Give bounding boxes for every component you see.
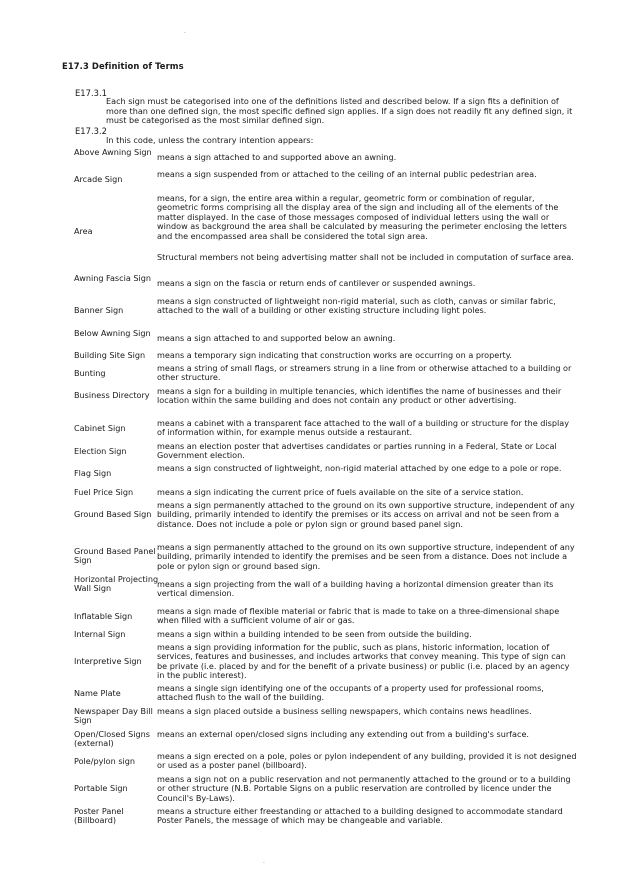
definition-term: Fuel Price Sign xyxy=(74,487,134,497)
definition-text: means a sign not on a public reservation and not permanently attached to the ground or to a building or other structure (N.B. Portable Signs on a public reservation are controlled by licence under the Council's By-Laws). xyxy=(157,774,571,803)
definition-term: Banner Sign xyxy=(74,305,124,315)
definition-text: means a sign constructed of lightweight non-rigid material, such as cloth, canvas or similar fabric, attached to the wall of a building or other existing structure including light poles. xyxy=(157,296,556,316)
definition-term: Horizontal Projecting Wall Sign xyxy=(74,574,159,594)
definition-text: means a sign attached to and supported above an awning. xyxy=(157,152,397,162)
definition-term: Election Sign xyxy=(74,446,127,456)
definition-term: Newspaper Day Bill Sign xyxy=(74,706,153,726)
definition-text: means a structure either freestanding or attached to a building designed to accommodate standard Poster Panels, the message of which may be changeable and variable. xyxy=(157,806,563,826)
definition-term: Name Plate xyxy=(74,688,121,698)
definition-term: Building Site Sign xyxy=(74,350,146,360)
definition-term: Pole/pylon sign xyxy=(74,756,136,766)
definition-term: Ground Based Sign xyxy=(74,509,152,519)
definition-term: Inflatable Sign xyxy=(74,611,133,621)
definition-term: Awning Fascia Sign xyxy=(74,273,152,283)
scan-mark: · xyxy=(184,30,186,37)
definition-term: Portable Sign xyxy=(74,783,128,793)
definition-term: Arcade Sign xyxy=(74,174,123,184)
scan-mark: · xyxy=(263,860,265,867)
definition-text: means a temporary sign indicating that construction works are occurring on a property. xyxy=(157,350,512,360)
definition-text: means a sign providing information for the public, such as plans, historic information, location of services, features and businesses, and includes artworks that convey meaning. This type of sign can be private (i.e. placed by and for the benefit of a private business) or public (i.e. placed by an agency in the public interest). xyxy=(157,642,570,681)
definition-term: Business Directory xyxy=(74,390,150,400)
definition-term: Area xyxy=(74,226,93,236)
definition-term: Cabinet Sign xyxy=(74,423,126,433)
definition-text: means a sign on the fascia or return ends of cantilever or suspended awnings. xyxy=(157,278,476,288)
definition-text: means a sign placed outside a business selling newspapers, which contains news headlines. xyxy=(157,706,532,716)
clause-text: Each sign must be categorised into one of the definitions listed and described below. If a sign fits a definition of more than one defined sign, the most specific defined sign applies. If a sign does not readily fit any defined sign, it must be categorised as the most similar defined sign. xyxy=(106,96,573,126)
definition-term: Flag Sign xyxy=(74,468,112,478)
definition-term: Internal Sign xyxy=(74,629,126,639)
definition-text: means a sign indicating the current price of fuels available on the site of a service station. xyxy=(157,487,524,497)
definition-text: means a sign attached to and supported below an awning. xyxy=(157,333,396,343)
definition-term: Poster Panel (Billboard) xyxy=(74,806,124,826)
definition-text: means a sign suspended from or attached to the ceiling of an internal public pedestrian area. xyxy=(157,169,537,179)
definition-text: means an election poster that advertises candidates or parties running in a Federal, State or Local Government election. xyxy=(157,441,557,461)
definition-text: means a string of small flags, or streamers strung in a line from or otherwise attached to a building or other structure. xyxy=(157,363,572,383)
definition-term: Ground Based Panel Sign xyxy=(74,546,156,566)
definition-text: means a sign erected on a pole, poles or pylon independent of any building, provided it is not designed or used as a poster panel (billboard). xyxy=(157,751,577,771)
definition-term: Open/Closed Signs (external) xyxy=(74,729,150,749)
definition-text: means a sign permanently attached to the ground on its own supportive structure, independent of any building, primarily intended to identify the premises or its access on arrival and not be seen from a distance. Does not include a pole or pylon sign or ground based panel sign. xyxy=(157,500,575,529)
clause-text: In this code, unless the contrary intention appears: xyxy=(106,135,314,145)
definition-text: means a sign made of flexible material or fabric that is made to take on a three-dimensional shape when filled with a sufficient volume of air or gas. xyxy=(157,606,560,626)
definition-term: Below Awning Sign xyxy=(74,328,151,338)
clause-number: E17.3.1 xyxy=(75,88,107,98)
definition-term: Interpretive Sign xyxy=(74,656,142,666)
clause-number: E17.3.2 xyxy=(75,126,107,136)
definition-text: means a single sign identifying one of the occupants of a property used for professional rooms, attached flush to the wall of the building. xyxy=(157,683,544,703)
definition-text: means, for a sign, the entire area within a regular, geometric form or combination of regular, geometric forms comprising all the display area of the sign and including all of the elements of the matter displayed. In the case of those messages composed of individual letters using the wall or window as background the area shall be calculated by measuring the perimeter enclosing the letters and the encompassed area shall be considered the total sign area. xyxy=(157,193,567,241)
definition-text: means a sign constructed of lightweight, non-rigid material attached by one edge to a pole or rope. xyxy=(157,463,562,473)
definition-text: means a sign permanently attached to the ground on its own supportive structure, independent of any building, primarily intended to identify the premises and be seen from a distance. Does not include a pole or pylon sign or ground based sign. xyxy=(157,542,575,571)
definition-note: Structural members not being advertising matter shall not be included in computation of surface area. xyxy=(157,252,574,262)
definition-term: Above Awning Sign xyxy=(74,147,152,157)
definition-text: means a sign within a building intended to be seen from outside the building. xyxy=(157,629,472,639)
definition-text: means an external open/closed signs including any extending out from a building's surface. xyxy=(157,729,529,739)
definition-term: Bunting xyxy=(74,368,106,378)
section-heading: E17.3 Definition of Terms xyxy=(62,61,184,71)
definition-text: means a sign projecting from the wall of a building having a horizontal dimension greater than its vertical dimension. xyxy=(157,579,554,599)
definition-text: means a sign for a building in multiple tenancies, which identifies the name of businesses and their location within the same building and does not contain any product or other advertising. xyxy=(157,386,562,406)
definition-text: means a cabinet with a transparent face attached to the wall of a building or structure for the display of information within, for example menus outside a restaurant. xyxy=(157,418,570,438)
